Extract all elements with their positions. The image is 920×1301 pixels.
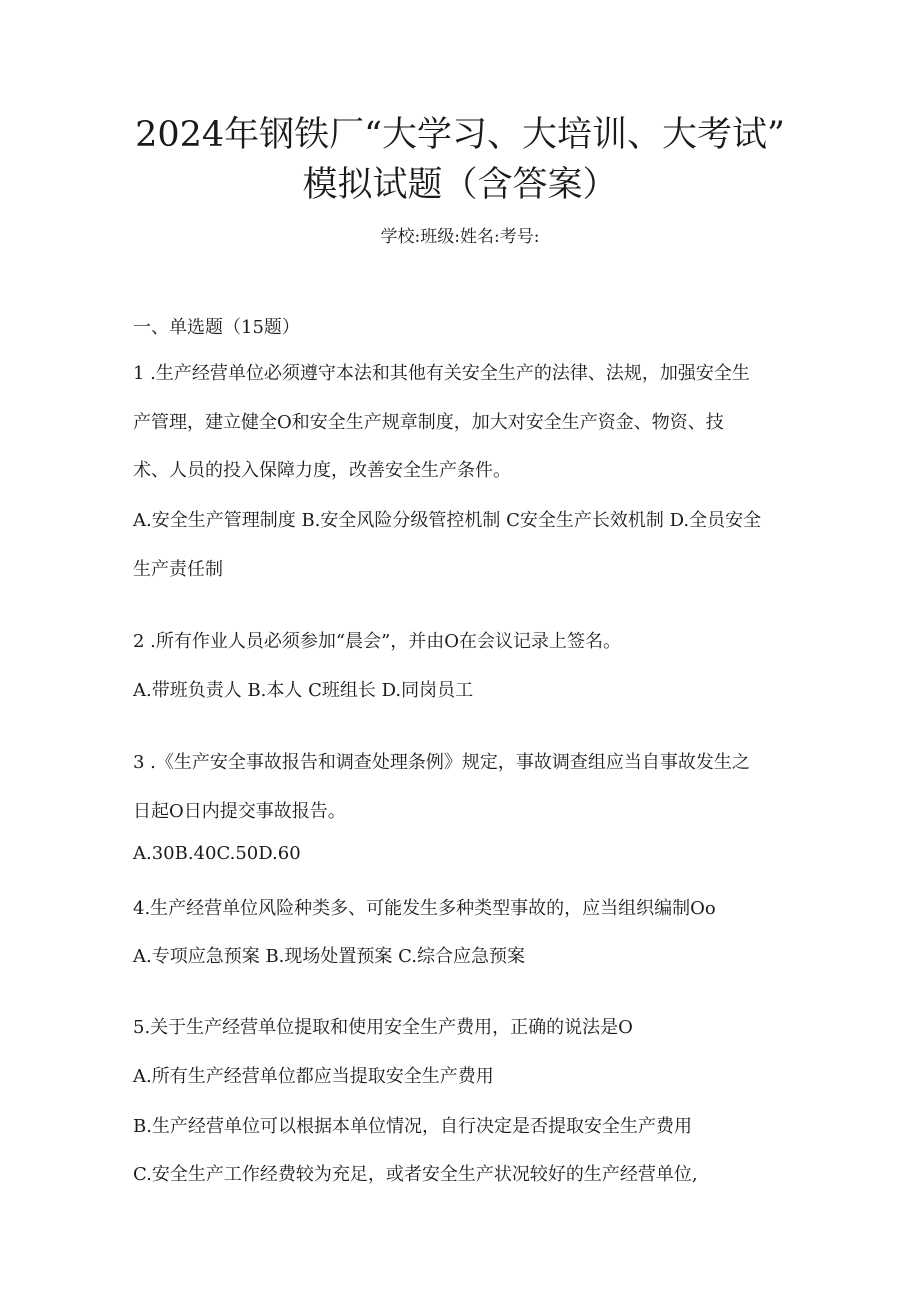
question-5-option-a: A.所有生产经营单位都应当提取安全生产费用 xyxy=(133,1066,494,1087)
question-4-options-line-1: A.专项应急预案 B.现场处置预案 C.综合应急预案 xyxy=(133,946,525,967)
question-5-stem-line-1: 5.关于生产经营单位提取和使用安全生产费用，正确的说法是O xyxy=(133,1017,633,1038)
question-4-stem-line-1: 4.生产经营单位风险种类多、可能发生多种类型事故的，应当组织编制Oo xyxy=(133,898,716,919)
question-2-options-line-1: A.带班负责人 B.本人 C班组长 D.同岗员工 xyxy=(133,680,474,701)
question-3-stem-line-2: 日起O日内提交事故报告。 xyxy=(133,801,346,822)
student-info-line: 学校:班级:姓名:考号: xyxy=(380,227,540,247)
section-heading: 一、单选题（15题） xyxy=(133,317,300,338)
question-2-stem-line-1: 2 .所有作业人员必须参加“晨会”，并由O在会议记录上签名。 xyxy=(133,631,622,652)
document-title-line-2: 模拟试题（含答案） xyxy=(302,165,618,205)
document-title-line-1: 2024年钢铁厂“大学习、大培训、大考试” xyxy=(135,115,785,155)
question-5-option-b: B.生产经营单位可以根据本单位情况，自行决定是否提取安全生产费用 xyxy=(133,1116,692,1137)
question-1-options-line-2: 生产责任制 xyxy=(133,559,223,580)
question-5-option-c: C.安全生产工作经费较为充足，或者安全生产状况较好的生产经营单位, xyxy=(133,1164,698,1185)
question-1-stem-line-2: 产管理，建立健全O和安全生产规章制度，加大对安全生产资金、物资、技 xyxy=(133,412,724,433)
question-1-stem-line-1: 1 .生产经营单位必须遵守本法和其他有关安全生产的法律、法规，加强安全生 xyxy=(133,363,750,384)
question-1-stem-line-3: 术、人员的投入保障力度，改善安全生产条件。 xyxy=(133,460,511,481)
question-1-options-line-1: A.安全生产管理制度 B.安全风险分级管控机制 C安全生产长效机制 D.全员安全 xyxy=(133,510,762,531)
question-3-stem-line-1: 3 .《生产安全事故报告和调查处理条例》规定，事故调查组应当自事故发生之 xyxy=(133,752,750,773)
question-3-options-line-1: A.30B.40C.50D.60 xyxy=(133,843,301,864)
